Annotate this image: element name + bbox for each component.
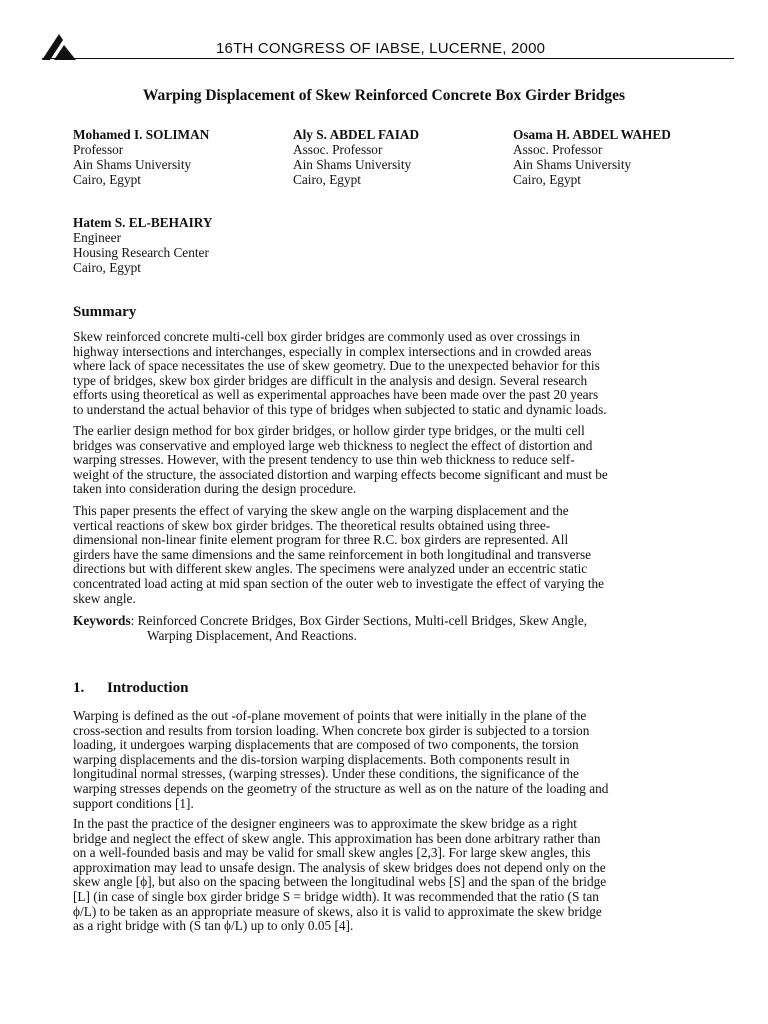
author-block-3 <box>513 127 671 187</box>
text-line: skew angle. <box>73 590 136 606</box>
author-affiliation: Ain Shams University <box>73 157 192 172</box>
author-name: Aly S. ABDEL FAIAD <box>293 127 420 142</box>
text-line: highway intersections and interchanges, especially in complex intersections and in crowded areas <box>73 343 592 359</box>
keywords-label: Keywords <box>73 613 131 628</box>
author-role: Assoc. Professor <box>513 142 603 157</box>
header-divider <box>42 58 734 59</box>
text-line: In the past the practice of the designer engineers was to approximate the skew bridge as a right <box>73 816 577 831</box>
summary-paragraph-2 <box>73 424 697 497</box>
text-line: vertical reactions of skew box girder bridges. The theoretical results obtained using three- <box>73 517 551 533</box>
text-line: bridge and neglect the effect of skew angle. This approximation has been done arbitrary rather than <box>73 830 601 846</box>
text-line: Skew reinforced concrete multi-cell box girder bridges are commonly used as over crossings in <box>73 329 580 344</box>
text-line: directions but with different skew angles. The specimens were analyzed under an eccentric static <box>73 561 588 577</box>
summary-heading: Summary <box>73 304 137 320</box>
author-role: Engineer <box>73 230 121 245</box>
text-line: ϕ/L) to be taken as an appropriate measure of skews, also it is valid to approximate the skew bridge <box>73 903 602 919</box>
congress-header: 16TH CONGRESS OF IABSE, LUCERNE, 2000 <box>216 40 546 57</box>
keywords-line <box>73 614 697 629</box>
text-line: bridges was conservative and employed large web thickness to neglect the effect of distortion and <box>73 437 593 453</box>
text-line: loading, it undergoes warping displacements that are composed of two components, the torsion <box>73 737 579 753</box>
text-line: support conditions [1]. <box>73 795 194 811</box>
author-affiliation: Housing Research Center <box>73 245 209 260</box>
author-block-1 <box>73 127 209 187</box>
author-block-2 <box>293 127 419 187</box>
text-line: taken into consideration during the design procedure. <box>73 481 357 497</box>
author-location: Cairo, Egypt <box>73 260 141 275</box>
text-line: girders have the same dimensions and the same reinforcement in both longitudinal and transverse <box>73 546 592 562</box>
author-role: Assoc. Professor <box>293 142 383 157</box>
introduction-paragraph-2 <box>73 817 697 934</box>
text-line: longitudinal normal stresses, (warping stresses). Under these conditions, the significance of the <box>73 766 579 782</box>
text-line: This paper presents the effect of varying the skew angle on the warping displacement and the <box>73 503 569 518</box>
author-block-4 <box>73 215 213 275</box>
text-line: Warping is defined as the out -of-plane movement of points that were initially in the plane of the <box>73 708 587 723</box>
text-line: to understand the actual behavior of this type of bridges when subjected to static and dynamic loads. <box>73 401 607 417</box>
section-number: 1. <box>73 680 85 696</box>
text-line: warping stresses depends on the geometry of the structure as well as on the nature of the loading and <box>73 780 609 796</box>
keywords-line: Warping Displacement, And Reactions. <box>147 627 357 643</box>
paper-title: Warping Displacement of Skew Reinforced Concrete Box Girder Bridges <box>142 87 626 104</box>
author-location: Cairo, Egypt <box>73 172 141 187</box>
text-line: [L] (in case of single box girder bridge S = bridge width). It was recommended that the ratio (S tan <box>73 888 599 904</box>
text-line: efforts using theoretical as well as experimental approaches have been made over the past 20 years <box>73 387 599 403</box>
text-line: approximation may lead to unsafe design. The analysis of skew bridges does not depend only on the <box>73 859 606 875</box>
text-line: where lack of space necessitates the use of skew geometry. Due to the unexpected behavior for this <box>73 358 600 374</box>
introduction-heading <box>73 680 188 697</box>
summary-paragraph-1 <box>73 330 697 418</box>
text-line: warping displacements and the dis-torsion warping displacements. Both components result in <box>73 751 570 767</box>
author-name: Hatem S. EL-BEHAIRY <box>73 215 213 230</box>
summary-paragraph-3 <box>73 504 697 606</box>
introduction-paragraph-1 <box>73 709 697 811</box>
author-location: Cairo, Egypt <box>513 172 581 187</box>
author-name: Osama H. ABDEL WAHED <box>513 127 671 142</box>
text-line: The earlier design method for box girder bridges, or hollow girder type bridges, or the multi cell <box>73 423 585 438</box>
author-affiliation: Ain Shams University <box>293 157 412 172</box>
text-line: concentrated load acting at mid span section of the outer web to investigate the effect of varying the <box>73 575 605 591</box>
text-line: as a right bridge with (S tan ϕ/L) up to only 0.05 [4]. <box>73 918 354 934</box>
iabse-logo-icon <box>42 34 76 60</box>
keywords-list: : Reinforced Concrete Bridges, Box Girder Sections, Multi-cell Bridges, Skew Angle, <box>130 613 588 628</box>
text-line: dimensional non-linear finite element program for three R.C. box girders are represented. All <box>73 532 569 548</box>
author-name: Mohamed I. SOLIMAN <box>73 127 210 142</box>
author-role: Professor <box>73 142 124 157</box>
keywords <box>73 614 697 643</box>
text-line: weight of the structure, the associated distortion and warping effects become significant and must be <box>73 466 608 482</box>
text-line: on a well-founded basis and may be valid for small skew angles [2,3]. For large skew angles, this <box>73 845 591 861</box>
text-line: warping stresses. However, with the present tendency to use thin web thickness to reduce self- <box>73 452 575 468</box>
text-line: cross-section and results from torsion loading. When concrete box girder is subjected to a torsion <box>73 722 590 738</box>
text-line: skew angle [ϕ], but also on the spacing between the longitudinal webs [S] and the span of the bridge <box>73 874 607 890</box>
author-location: Cairo, Egypt <box>293 172 361 187</box>
section-title: Introduction <box>107 680 189 696</box>
text-line: type of bridges, skew box girder bridges are difficult in the analysis and design. Several research <box>73 372 588 388</box>
author-affiliation: Ain Shams University <box>513 157 632 172</box>
